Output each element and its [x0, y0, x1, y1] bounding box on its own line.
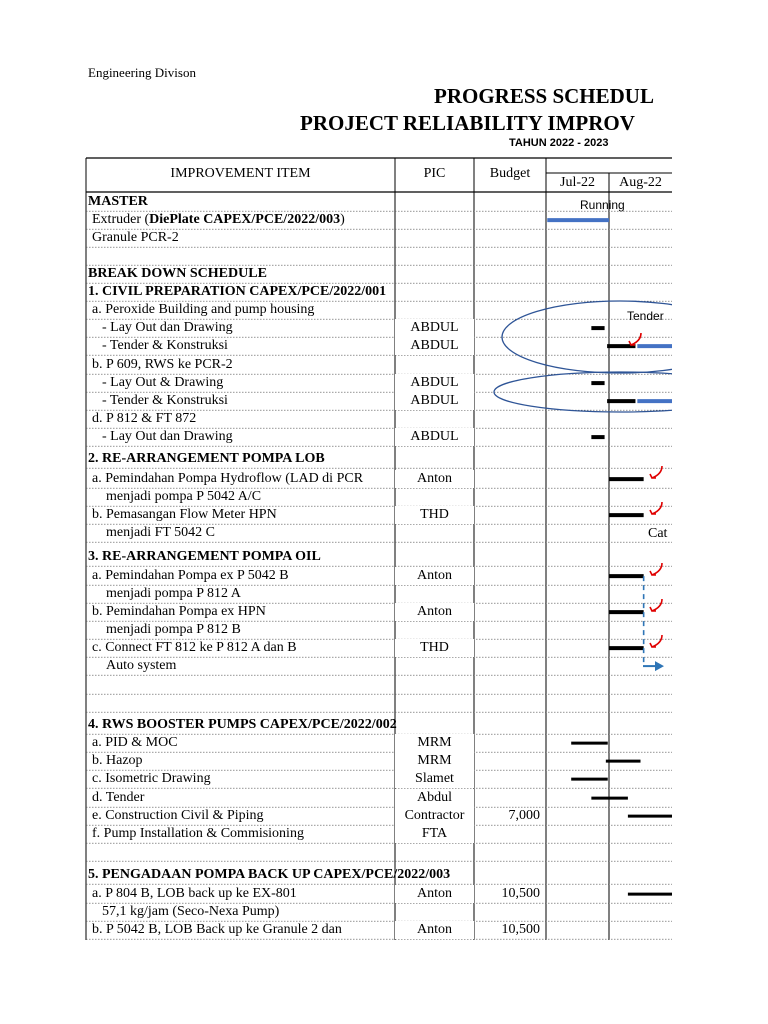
row-item: f. Pump Installation & Commisioning [92, 826, 304, 841]
row-item: - Tender & Konstruksi [102, 338, 228, 353]
red-flag-mark [650, 599, 662, 611]
row-pic: MRM [395, 752, 474, 770]
row-item: menjadi pompa P 5042 A/C [106, 489, 262, 504]
division-label: Engineering Divison [88, 65, 196, 80]
row-item: b. Hazop [92, 753, 143, 768]
row-pic: Anton [395, 885, 474, 903]
row-pic: Anton [395, 470, 474, 488]
row-item: - Lay Out & Drawing [102, 375, 224, 390]
row-item: a. Pemindahan Pompa ex P 5042 B [92, 568, 289, 583]
row-item: 57,1 kg/jam (Seco-Nexa Pump) [102, 904, 280, 919]
row-item: 3. RE-ARRANGEMENT POMPA OIL [88, 549, 321, 564]
row-pic: ABDUL [395, 337, 474, 355]
row-item: 5. PENGADAAN POMPA BACK UP CAPEX/PCE/2022/003 [88, 867, 451, 882]
row-item: c. Isometric Drawing [92, 771, 211, 786]
row-item: e. Construction Civil & Piping [92, 808, 264, 823]
row-item: d. Tender [92, 790, 145, 805]
title-line-1: PROGRESS SCHEDUL [434, 84, 654, 108]
row-pic: Anton [395, 603, 474, 621]
row-item: 1. CIVIL PREPARATION CAPEX/PCE/2022/001 [88, 284, 387, 299]
row-item: d. P 812 & FT 872 [92, 411, 197, 426]
header-month-jul: Jul-22 [560, 175, 595, 190]
row-item: b. P 5042 B, LOB Back up ke Granule 2 dan [92, 922, 342, 937]
row-pic: THD [395, 506, 474, 524]
row-pic: ABDUL [395, 392, 474, 410]
row-item [90, 694, 393, 712]
row-pic: ABDUL [395, 319, 474, 337]
row-budget: 7,000 [508, 808, 540, 823]
row-item [90, 247, 393, 265]
row-item: b. P 609, RWS ke PCR-2 [92, 357, 233, 372]
header-month-aug: Aug-22 [619, 175, 662, 190]
row-item: menjadi pompa P 812 A [106, 586, 241, 601]
row-item: - Tender & Konstruksi [102, 393, 228, 408]
row-item: a. Peroxide Building and pump housing [92, 302, 315, 317]
row-item: menjadi pompa P 812 B [106, 622, 241, 637]
row-item: - Lay Out dan Drawing [102, 429, 233, 444]
row-item: menjadi FT 5042 C [106, 525, 216, 540]
row-pic: Anton [395, 921, 474, 939]
year-label: TAHUN 2022 - 2023 [509, 137, 609, 149]
row-item: - Lay Out dan Drawing [102, 320, 233, 335]
red-flag-mark [650, 466, 662, 478]
row-item: a. Pemindahan Pompa Hydroflow (LAD di PCR [92, 471, 364, 486]
row-pic: FTA [395, 825, 474, 843]
header-pic: PIC [423, 166, 446, 181]
row-pic: Anton [395, 567, 474, 585]
row-item: Granule PCR-2 [92, 230, 179, 245]
row-item: b. Pemindahan Pompa ex HPN [92, 604, 266, 619]
row-pic: Slamet [395, 770, 474, 788]
header-item: IMPROVEMENT ITEM [170, 166, 311, 181]
arrow-right-icon [655, 661, 664, 671]
red-flag-mark [650, 563, 662, 575]
red-flag-mark [629, 333, 641, 345]
row-pic: ABDUL [395, 374, 474, 392]
red-flag-mark [650, 635, 662, 647]
row-item: 2. RE-ARRANGEMENT POMPA LOB [88, 451, 325, 466]
header-budget: Budget [489, 166, 531, 181]
row-item [90, 843, 393, 861]
red-flag-mark [650, 502, 662, 514]
row-pic: MRM [395, 734, 474, 752]
row-item: Extruder (DiePlate CAPEX/PCE/2022/003) [92, 212, 345, 227]
cat-annotation: Cat [648, 526, 668, 541]
row-item [90, 676, 393, 694]
row-item: 4. RWS BOOSTER PUMPS CAPEX/PCE/2022/002 [88, 717, 397, 732]
row-item: a. P 804 B, LOB back up ke EX-801 [92, 886, 297, 901]
row-item: BREAK DOWN SCHEDULE [88, 266, 267, 281]
row-item: c. Connect FT 812 ke P 812 A dan B [92, 640, 297, 655]
title-line-2: PROJECT RELIABILITY IMPROV [300, 111, 635, 135]
row-item: b. Pemasangan Flow Meter HPN [92, 507, 277, 522]
row-budget: 10,500 [501, 922, 540, 937]
row-pic: ABDUL [395, 428, 474, 446]
row-pic: THD [395, 639, 474, 657]
row-item: Auto system [106, 658, 177, 673]
tender-annotation: Tender [627, 309, 664, 323]
running-annotation: Running [580, 198, 625, 212]
row-item: a. PID & MOC [92, 735, 178, 750]
row-item: MASTER [88, 194, 148, 209]
row-pic: Abdul [395, 789, 474, 807]
row-pic: Contractor [395, 807, 474, 825]
row-budget: 10,500 [501, 886, 540, 901]
